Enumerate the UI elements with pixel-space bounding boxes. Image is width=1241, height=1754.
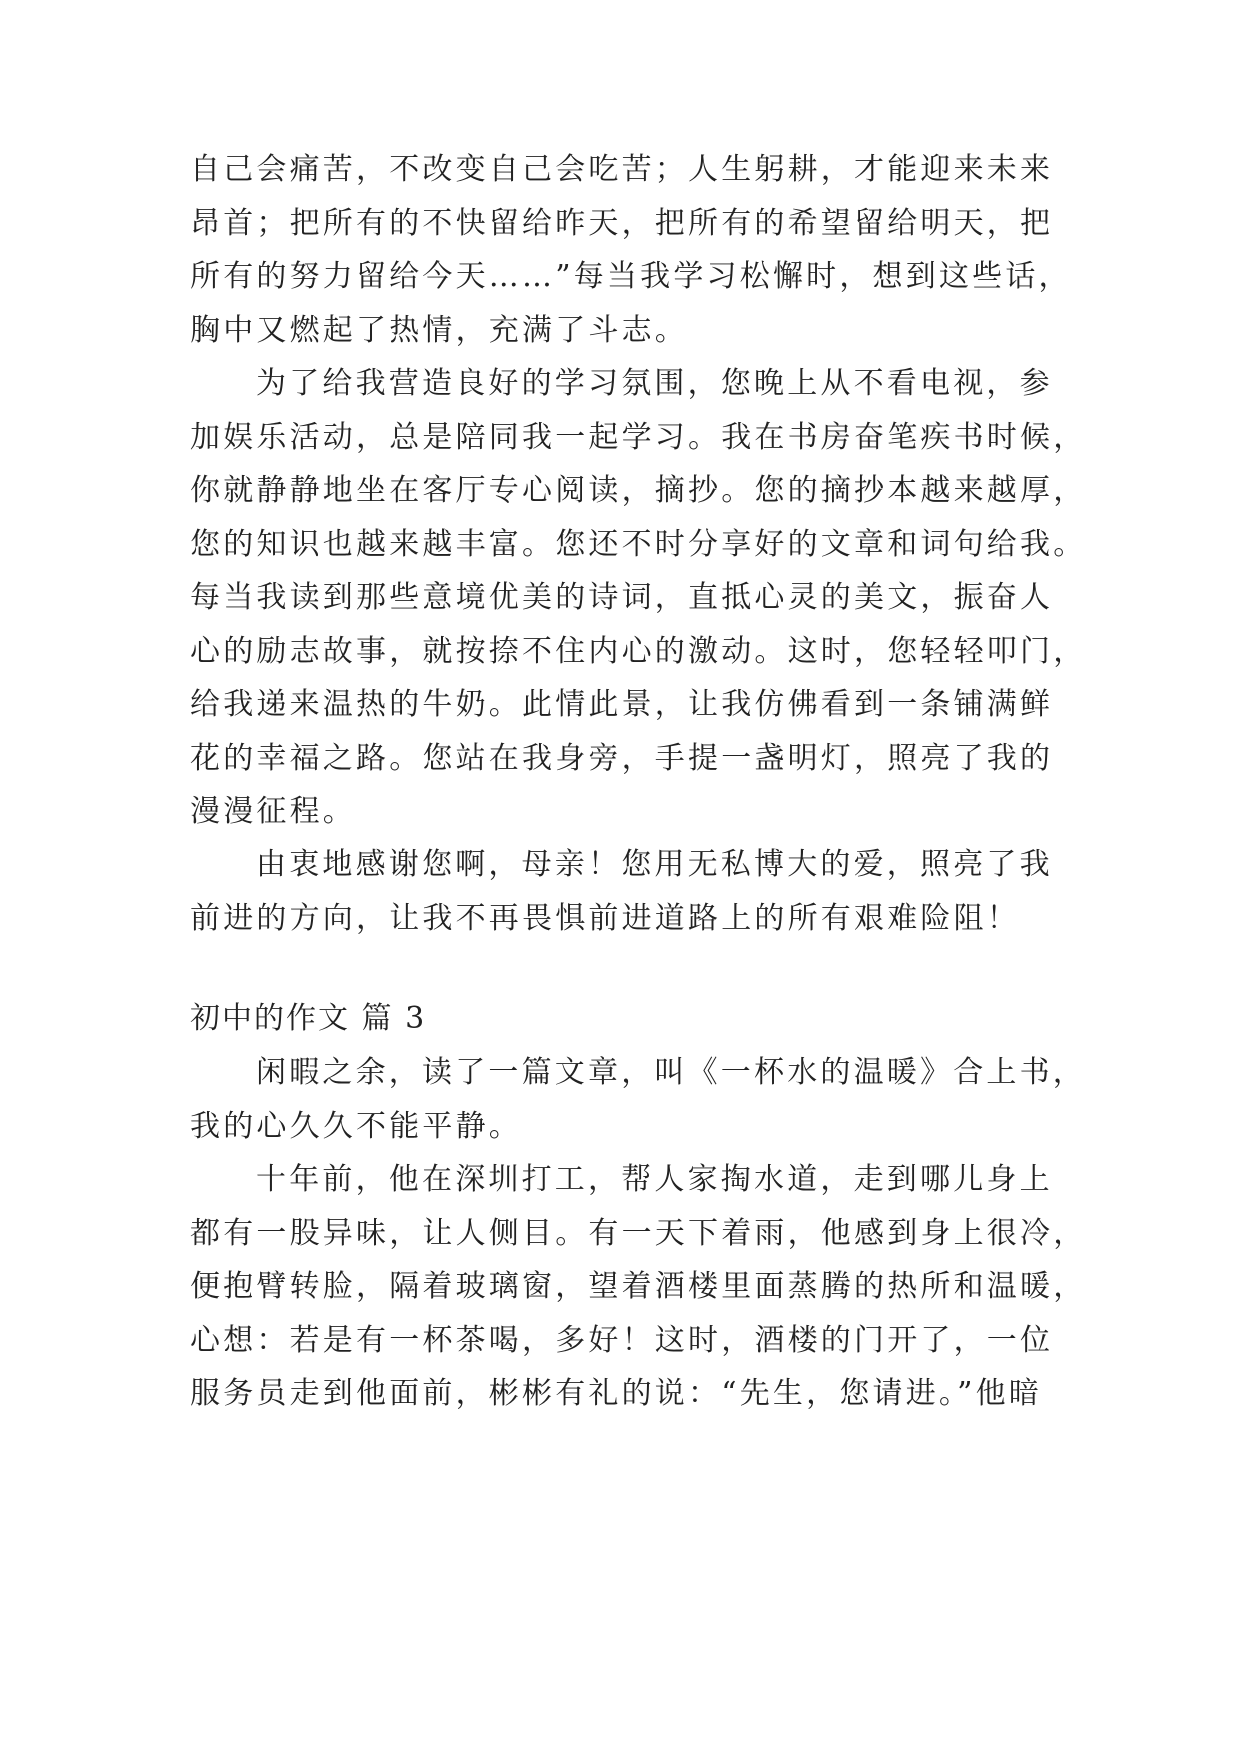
section-title	[190, 992, 1060, 1046]
text-line: 服务员走到他面前，彬彬有礼的说：“先生，您请进。”他暗	[190, 1376, 1043, 1411]
paragraph-study-atmosphere	[190, 357, 1087, 839]
paragraph-reading	[190, 1046, 1086, 1153]
text-line: 胸中又燃起了热情，充满了斗志。	[190, 312, 688, 348]
text-line: 昂首；把所有的不快留给昨天，把所有的希望留给明天，把	[190, 205, 1054, 241]
text-line: 所有的努力留给今天……”每当我学习松懈时，想到这些话，	[190, 259, 1072, 294]
text-line: 为了给我营造良好的学习氛围，您晚上从不看电视，参	[256, 366, 1053, 401]
text-line: 心想：若是有一杯茶喝，多好！这时，酒楼的门开了，一位	[190, 1322, 1054, 1358]
text-line: 给我递来温热的牛奶。此情此景，让我仿佛看到一条铺满鲜	[190, 687, 1054, 722]
text-line: 你就静静地坐在客厅专心阅读，摘抄。您的摘抄本越来越厚，	[190, 473, 1087, 508]
text-line: 都有一股异味，让人侧目。有一天下着雨，他感到身上很冷，	[190, 1215, 1087, 1251]
text-line: 我的心久久不能平静。	[190, 1108, 522, 1144]
text-line: 闲暇之余，读了一篇文章，叫《一杯水的温暖》合上书，	[256, 1055, 1086, 1090]
text-line: 由衷地感谢您啊，母亲！您用无私博大的爱，照亮了我	[256, 847, 1053, 882]
text-line: 您的知识也越来越丰富。您还不时分享好的文章和词句给我。	[190, 526, 1087, 562]
text-line: 心的励志故事，就按捺不住内心的激动。这时，您轻轻叩门，	[190, 633, 1087, 669]
paragraph-gratitude	[190, 838, 1060, 945]
text-line: 前进的方向，让我不再畏惧前进道路上的所有艰难险阻！	[190, 900, 1020, 936]
text-line: 漫漫征程。	[190, 794, 356, 829]
text-line: 十年前，他在深圳打工，帮人家掏水道，走到哪儿身上	[256, 1162, 1053, 1197]
text-line: 每当我读到那些意境优美的诗词，直抵心灵的美文，振奋人	[190, 580, 1054, 615]
text-line: 花的幸福之路。您站在我身旁，手提一盏明灯，照亮了我的	[190, 740, 1054, 776]
text-line: 便抱臂转脸，隔着玻璃窗，望着酒楼里面蒸腾的热所和温暖，	[190, 1269, 1087, 1304]
paragraph-story	[190, 1153, 1087, 1421]
text-line: 自己会痛苦，不改变自己会吃苦；人生躬耕，才能迎来未来	[190, 152, 1054, 187]
section-title-text: 初中的作文 篇 3	[190, 1001, 427, 1036]
paragraph-continuation	[190, 143, 1072, 357]
text-line: 加娱乐活动，总是陪同我一起学习。我在书房奋笔疾书时候，	[190, 419, 1087, 455]
